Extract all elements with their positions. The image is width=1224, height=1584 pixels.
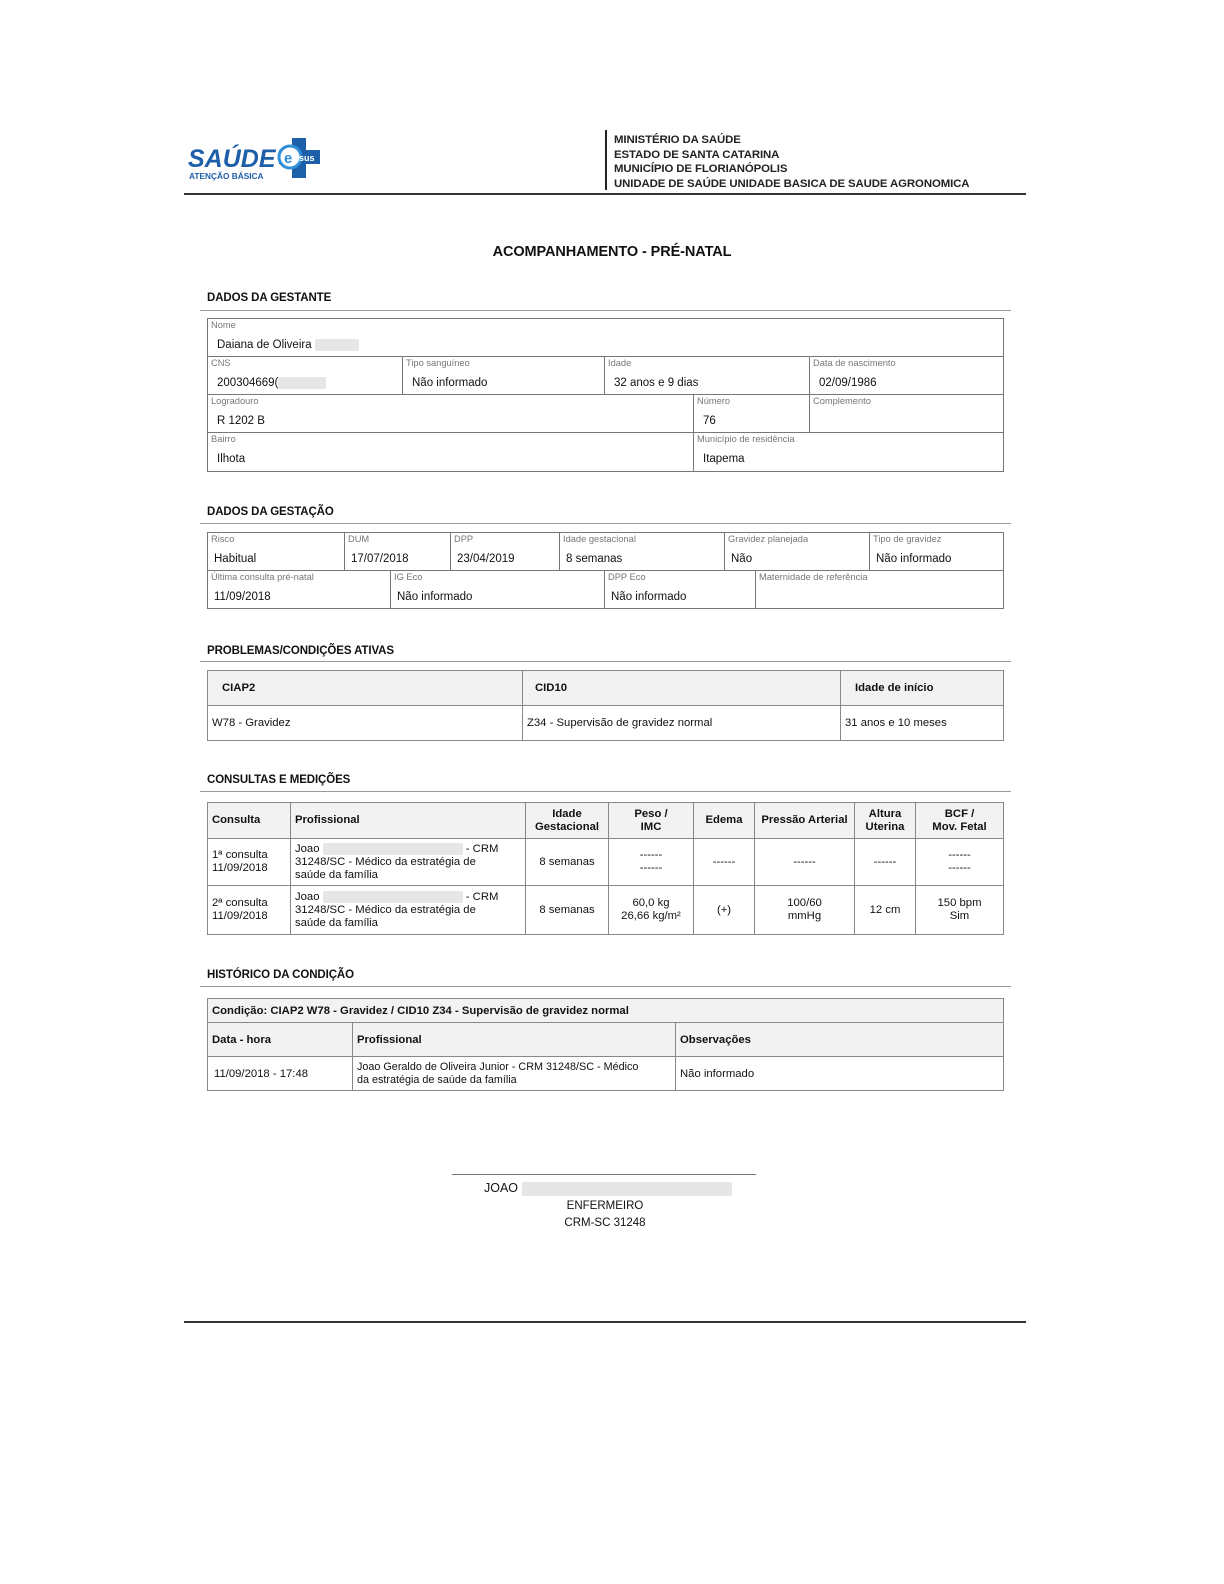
gestacao-form bbox=[207, 532, 1004, 609]
svg-text:SAÚDE: SAÚDE bbox=[188, 145, 276, 173]
col-header-ciap2: CIAP2 bbox=[208, 671, 523, 706]
col-header-pressao: Pressão Arterial bbox=[755, 803, 855, 839]
field-risco bbox=[208, 533, 345, 571]
historico-table bbox=[207, 998, 1004, 1091]
header-line-estado: ESTADO DE SANTA CATARINA bbox=[614, 148, 780, 161]
cell-cid10: Z34 - Supervisão de gravidez normal bbox=[523, 706, 841, 741]
field-value: 32 anos e 9 dias bbox=[614, 377, 699, 389]
cell-altura-uterina: 12 cm bbox=[855, 886, 916, 935]
signature-role: ENFERMEIRO bbox=[566, 1200, 644, 1212]
section-title-problemas: PROBLEMAS/CONDIÇÕES ATIVAS bbox=[207, 645, 394, 657]
field-label: Bairro bbox=[211, 434, 236, 444]
cell-data-hora: 11/09/2018 - 17:48 bbox=[208, 1057, 353, 1091]
section-rule bbox=[200, 523, 1011, 524]
field-label: Data de nascimento bbox=[813, 358, 896, 368]
field-label: DPP Eco bbox=[608, 572, 646, 582]
col-header-profissional: Profissional bbox=[353, 1023, 676, 1057]
cell-consulta: 2ª consulta 11/09/2018 bbox=[208, 886, 291, 935]
field-value: Não informado bbox=[611, 591, 687, 603]
redaction-blur bbox=[522, 1182, 732, 1196]
header-separator bbox=[605, 130, 607, 190]
col-header-idade-gestacional: Idade Gestacional bbox=[526, 803, 609, 839]
field-ultima-consulta bbox=[208, 571, 391, 608]
field-complemento bbox=[810, 395, 1003, 433]
cell-pressao: 100/60 mmHg bbox=[755, 886, 855, 935]
section-title-consultas: CONSULTAS E MEDIÇÕES bbox=[207, 774, 351, 786]
col-header-edema: Edema bbox=[694, 803, 755, 839]
field-label: Logradouro bbox=[211, 396, 259, 406]
field-dpp bbox=[451, 533, 560, 571]
footer-rule bbox=[184, 1321, 1026, 1323]
signature-name: JOAO bbox=[484, 1181, 732, 1196]
cell-edema: (+) bbox=[694, 886, 755, 935]
field-value: Não informado bbox=[397, 591, 473, 603]
header-line-unidade: UNIDADE DE SAÚDE UNIDADE BASICA DE SAUDE AGRONOMICA bbox=[614, 177, 970, 190]
condition-row bbox=[208, 999, 1004, 1023]
redaction-blur bbox=[323, 891, 463, 903]
svg-text:sus: sus bbox=[299, 153, 315, 163]
field-tipo-sanguineo bbox=[403, 357, 605, 395]
field-label: Gravidez planejada bbox=[728, 534, 809, 544]
table-row bbox=[208, 839, 1004, 886]
field-logradouro bbox=[208, 395, 694, 433]
field-value: 76 bbox=[703, 415, 716, 427]
field-value-nome: Daiana de Oliveira bbox=[217, 339, 359, 351]
col-header-idade-inicio: Idade de início bbox=[841, 671, 1004, 706]
header-institution bbox=[614, 133, 969, 191]
field-value: R 1202 B bbox=[217, 415, 265, 427]
svg-text:ATENÇÃO BÁSICA: ATENÇÃO BÁSICA bbox=[189, 171, 264, 181]
field-nome bbox=[208, 319, 1003, 357]
svg-text:e: e bbox=[284, 150, 293, 167]
section-rule bbox=[200, 310, 1011, 311]
table-row bbox=[208, 1057, 1004, 1091]
field-label: Última consulta pré-natal bbox=[211, 572, 314, 582]
col-header-peso-imc: Peso / IMC bbox=[609, 803, 694, 839]
field-idade bbox=[605, 357, 810, 395]
cell-consulta: 1ª consulta 11/09/2018 bbox=[208, 839, 291, 886]
col-header-observacoes: Observações bbox=[676, 1023, 1004, 1057]
field-value-cns: 200304669( bbox=[217, 377, 326, 389]
col-header-data-hora: Data - hora bbox=[208, 1023, 353, 1057]
field-label: Idade bbox=[608, 358, 632, 368]
table-row bbox=[208, 706, 1004, 741]
field-label: Nome bbox=[211, 320, 236, 330]
col-header-consulta: Consulta bbox=[208, 803, 291, 839]
section-rule bbox=[200, 986, 1011, 987]
field-value: 8 semanas bbox=[566, 553, 623, 565]
header-line-municipio: MUNICÍPIO DE FLORIANÓPOLIS bbox=[614, 163, 788, 176]
field-value: Habitual bbox=[214, 553, 257, 565]
table-header-row bbox=[208, 1023, 1004, 1057]
cell-altura-uterina: ------ bbox=[855, 839, 916, 886]
field-label: DPP bbox=[454, 534, 474, 544]
field-idade-gestacional bbox=[560, 533, 725, 571]
field-label: Tipo de gravidez bbox=[873, 534, 942, 544]
field-cns bbox=[208, 357, 403, 395]
table-row bbox=[208, 886, 1004, 935]
cell-peso-imc: 60,0 kg 26,66 kg/m² bbox=[609, 886, 694, 935]
field-value: Não informado bbox=[412, 377, 488, 389]
field-label: Risco bbox=[211, 534, 235, 544]
field-label: Tipo sanguíneo bbox=[406, 358, 470, 368]
section-title-gestacao: DADOS DA GESTAÇÃO bbox=[207, 506, 334, 518]
field-label: Município de residência bbox=[697, 434, 795, 444]
field-label: DUM bbox=[348, 534, 370, 544]
field-label: Número bbox=[697, 396, 731, 406]
col-header-profissional: Profissional bbox=[291, 803, 526, 839]
field-bairro bbox=[208, 433, 694, 471]
condition-header: Condição: CIAP2 W78 - Gravidez / CID10 Z34 - Supervisão de gravidez normal bbox=[208, 999, 1004, 1023]
saude-esus-logo bbox=[187, 135, 327, 183]
redaction-blur bbox=[315, 339, 359, 351]
cell-idade-inicio: 31 anos e 10 meses bbox=[841, 706, 1004, 741]
field-value: 11/09/2018 bbox=[214, 591, 271, 603]
field-value: Itapema bbox=[703, 453, 745, 465]
cell-bcf: 150 bpm Sim bbox=[916, 886, 1004, 935]
field-value: Ilhota bbox=[217, 453, 246, 465]
field-ig-eco bbox=[391, 571, 605, 608]
col-header-altura-uterina: Altura Uterina bbox=[855, 803, 916, 839]
section-rule bbox=[200, 661, 1011, 662]
field-label: IG Eco bbox=[394, 572, 423, 582]
section-title-gestante: DADOS DA GESTANTE bbox=[207, 292, 332, 304]
field-numero bbox=[694, 395, 810, 433]
col-header-bcf: BCF / Mov. Fetal bbox=[916, 803, 1004, 839]
section-title-historico: HISTÓRICO DA CONDIÇÃO bbox=[207, 969, 354, 981]
field-label: Maternidade de referência bbox=[759, 572, 868, 582]
signature-crm: CRM-SC 31248 bbox=[564, 1217, 646, 1229]
field-nascimento bbox=[810, 357, 1003, 395]
signature-line bbox=[452, 1174, 756, 1175]
section-rule bbox=[200, 791, 1011, 792]
field-value: 23/04/2019 bbox=[457, 553, 515, 565]
field-value: Não bbox=[731, 553, 753, 565]
cell-peso-imc: ------ ------ bbox=[609, 839, 694, 886]
field-dum bbox=[345, 533, 451, 571]
gestante-form bbox=[207, 318, 1004, 472]
field-value: 02/09/1986 bbox=[819, 377, 877, 389]
field-label: CNS bbox=[211, 358, 231, 368]
cell-edema: ------ bbox=[694, 839, 755, 886]
table-header-row bbox=[208, 803, 1004, 839]
redaction-blur bbox=[278, 377, 326, 389]
cell-profissional: Joao - CRM 31248/SC - Médico da estratégia de saúde da família bbox=[291, 839, 526, 886]
field-dpp-eco bbox=[605, 571, 756, 608]
header-rule bbox=[184, 193, 1026, 195]
field-label: Idade gestacional bbox=[563, 534, 636, 544]
problemas-table bbox=[207, 670, 1004, 741]
field-value: Não informado bbox=[876, 553, 952, 565]
redaction-blur bbox=[323, 843, 463, 855]
cell-bcf: ------ ------ bbox=[916, 839, 1004, 886]
field-maternidade bbox=[756, 571, 1003, 608]
cell-ciap2: W78 - Gravidez bbox=[208, 706, 523, 741]
table-header-row bbox=[208, 671, 1004, 706]
cell-pressao: ------ bbox=[755, 839, 855, 886]
cell-observacoes: Não informado bbox=[676, 1057, 1004, 1091]
field-municipio bbox=[694, 433, 1003, 471]
cell-idade-gestacional: 8 semanas bbox=[526, 839, 609, 886]
cell-profissional: Joao - CRM 31248/SC - Médico da estratégia de saúde da família bbox=[291, 886, 526, 935]
field-value: 17/07/2018 bbox=[351, 553, 409, 565]
field-gravidez-planejada bbox=[725, 533, 870, 571]
col-header-cid10: CID10 bbox=[523, 671, 841, 706]
consultas-table bbox=[207, 802, 1004, 935]
cell-profissional: Joao Geraldo de Oliveira Junior - CRM 31248/SC - Médico da estratégia de saúde da família bbox=[353, 1057, 676, 1091]
document-title: ACOMPANHAMENTO - PRÉ-NATAL bbox=[492, 244, 732, 260]
header-line-ministerio: MINISTÉRIO DA SAÚDE bbox=[614, 134, 741, 146]
cell-idade-gestacional: 8 semanas bbox=[526, 886, 609, 935]
field-label: Complemento bbox=[813, 396, 871, 406]
field-tipo-gravidez bbox=[870, 533, 1003, 571]
